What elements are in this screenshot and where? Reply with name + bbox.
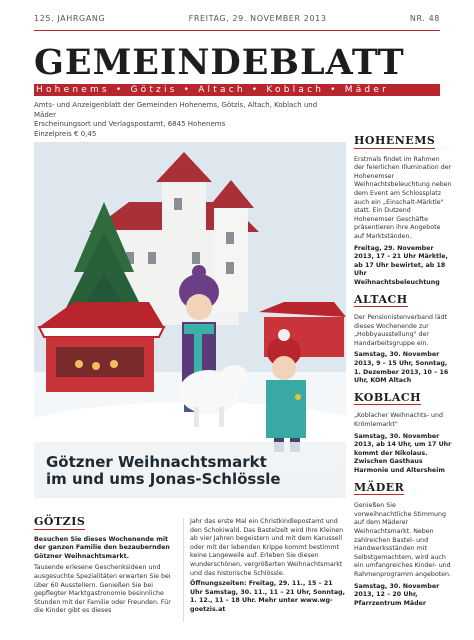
masthead-title: GEMEINDEBLATT: [34, 42, 405, 83]
section-details: Samstag, 30. November 2013, 12 – 20 Uhr, Pfarrzentrum Mäder: [354, 582, 440, 607]
publication-info: [34, 101, 334, 139]
section-body: Genießen Sie vorweihnachtliche Stimmung auf dem Mäderer Weihnachtsmarkt. Neben zahlreichen Bastel- und Handwerksständen mit Selbstgemachtem, wird auch ein umfangreiches Kinder- und Rahmenprogramm angeboten.: [354, 502, 452, 578]
hero-illustration: [34, 142, 346, 498]
section-body: Erstmals findet im Rahmen der feierlichen Illumination der Hohenemser Weihnachtsbeleuchtung neben dem Event am Schlossplatz auch ein „Einschalt-Märktle" statt. Ein Dutzend Hohenemser Geschäfte präsentieren ihre Angebote auf Marktständen.: [354, 155, 452, 240]
section-heading: KOBLACH: [354, 390, 422, 404]
article-column-1: [34, 515, 176, 616]
sidebar-block-maeder: [354, 480, 452, 609]
article-heading: GÖTZIS: [34, 515, 86, 528]
section-details: Samstag, 30. November 2013, ab 14 Uhr, um 17 Uhr kommt der Nikolaus. Zwischen Gasthaus Harmonie und Altersheim: [354, 432, 452, 474]
section-body: Der Pensionistenverband lädt dieses Wochenende zur „Hobbyausstellung" der Handarbeitsgruppe ein.: [354, 314, 448, 347]
publication-info-price: Einzelpreis € 0,45: [34, 129, 97, 138]
section-body: „Koblacher Weihnachts- und Krömlemarkt": [354, 412, 444, 429]
section-heading: ALTACH: [354, 292, 408, 306]
section-heading: MÄDER: [354, 480, 405, 494]
issue-date: FREITAG, 29. NOVEMBER 2013: [188, 14, 327, 23]
article-body: Tausende erlesene Geschenksideen und ausgesuchte Spezialitäten erwarten Sie bei über 60 Ausstellern. Genießen Sie bei gepflegter Marktgastronomie besinnliche Stunden mit der Familie oder Freunden. Für die Kinder gibt es dieses: [34, 564, 171, 615]
header-bar: [34, 14, 440, 28]
volume-label: 125. JAHRGANG: [34, 14, 106, 23]
article-details: Öffnungszeiten: Freitag, 29. 11., 15 – 21 Uhr Samstag, 30. 11., 11 – 21 Uhr, Sonntag, 1. 12., 11 – 18 Uhr. Mehr unter www.wg-goetzis.at: [190, 580, 346, 613]
article-lead: Besuchen Sie dieses Wochenende mit der ganzen Familie den bezaubernden Götzner Weihnachtsmarkt.: [34, 535, 170, 560]
sidebar-block-altach: [354, 292, 452, 386]
section-details: Samstag, 30. November 2013, 9 – 15 Uhr, Sonntag, 1. Dezember 2013, 10 – 16 Uhr, KOM Altach: [354, 351, 449, 385]
christmas-market-illustration: [34, 142, 346, 498]
hero-headline-line: im und ums Jonas-Schlössle: [46, 470, 281, 488]
article-column-2: [190, 518, 346, 615]
hero-headline: [46, 454, 336, 488]
section-details: Freitag, 29. November 2013, 17 – 21 Uhr Märktle, ab 17 Uhr bewirtet, ab 18 Uhr Weihnachtsbeleuchtung: [354, 244, 448, 286]
article-body: Jahr das erste Mal ein Christkindlepostamt und den Schokiwald. Das Bastelzelt wird Ihre Kleinen ab vier Jahren begeistern und mit dem Karussell oder mit der lebenden Krippe kommt bestimmt keine Langeweile auf. Erleben Sie diesen wunderschönen, vergrößerten Weihnachtsmarkt und das historische Schlössle.: [190, 518, 344, 577]
header-rule: [34, 30, 440, 31]
publication-info-line: Erscheinungsort und Verlagspostamt, 6845 Hohenems: [34, 120, 226, 128]
boy-figure-graphic: [266, 329, 306, 452]
issue-number: NR. 48: [409, 14, 440, 23]
sidebar-events: [354, 134, 452, 616]
sidebar-block-koblach: [354, 390, 452, 476]
sidebar-block-hohenems: [354, 134, 452, 288]
publication-info-line: Amts- und Anzeigenblatt der Gemeinden Hohenems, Götzis, Altach, Koblach und Mäder: [34, 101, 318, 119]
masthead-towns-band: Hohenems • Götzis • Altach • Koblach • Mäder: [34, 84, 440, 96]
market-stall-graphic: [39, 302, 164, 392]
column-divider: [183, 518, 184, 622]
section-heading: HOHENEMS: [354, 134, 436, 147]
hero-headline-line: Götzner Weihnachtsmarkt: [46, 453, 267, 471]
